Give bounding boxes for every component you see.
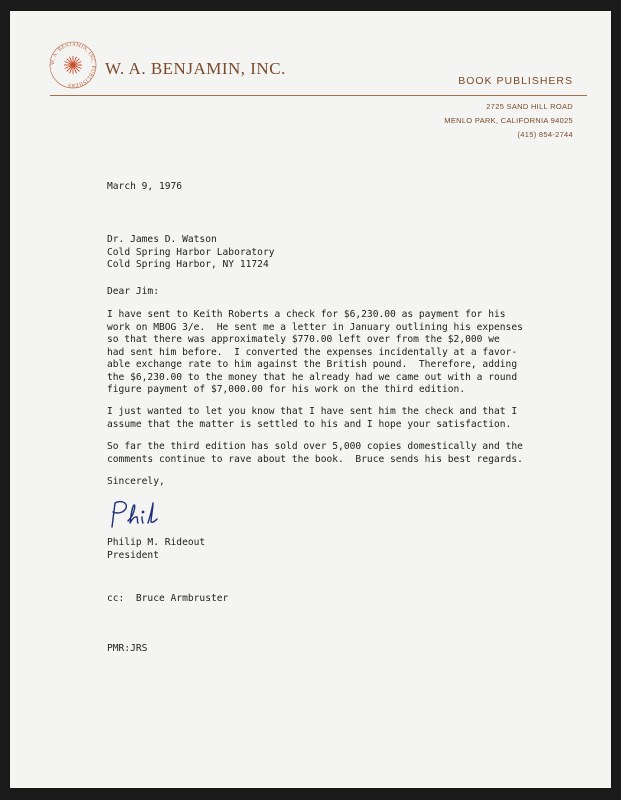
body-line: I just wanted to let you know that I have sent him the check and that I xyxy=(107,406,518,417)
letterhead-divider xyxy=(50,95,587,96)
body-paragraph-1 xyxy=(107,309,547,397)
letter-page xyxy=(10,11,611,788)
cc-line: cc: Bruce Armbruster xyxy=(107,593,229,604)
body-paragraph-3 xyxy=(107,441,547,466)
signer-title: President xyxy=(107,549,159,561)
body-line: comments continue to rave about the book. Bruce sends his best regards. xyxy=(107,453,523,465)
company-address xyxy=(444,100,573,142)
address-line: (415) 854-2744 xyxy=(517,130,573,139)
address-line: MENLO PARK, CALIFORNIA 94025 xyxy=(444,116,573,125)
closing: Sincerely, xyxy=(107,476,165,487)
body-line: assume that the matter is settled to his and I hope your satisfaction. xyxy=(107,418,512,430)
body-line: the $6,230.00 to the money that he already had we came out with a round xyxy=(107,371,518,383)
address-line: 2725 SAND HILL ROAD xyxy=(486,102,573,111)
company-tagline: BOOK PUBLISHERS xyxy=(458,75,573,87)
publisher-logo-icon xyxy=(48,40,98,90)
typist-initials: PMR:JRS xyxy=(107,643,148,654)
salutation: Dear Jim: xyxy=(107,286,159,297)
recipient-line: Cold Spring Harbor, NY 11724 xyxy=(107,259,269,270)
body-line: so that there was approximately $770.00 left over from the $2,000 we xyxy=(107,334,500,345)
body-line: work on MBOG 3/e. He sent me a letter in January outlining his expenses xyxy=(107,321,523,333)
letter-date: March 9, 1976 xyxy=(107,181,183,192)
body-line: able exchange rate to him against the British pound. Therefore, adding xyxy=(107,359,518,370)
body-line: I have sent to Keith Roberts a check for $6,230.00 as payment for his xyxy=(107,309,506,320)
company-name: W. A. BENJAMIN, INC. xyxy=(105,59,286,78)
handwritten-signature-icon xyxy=(102,497,182,531)
recipient-line: Cold Spring Harbor Laboratory xyxy=(107,246,275,258)
body-paragraph-2 xyxy=(107,406,547,431)
logo-text: W. A. BENJAMIN, INC. PUBLISHERS xyxy=(49,41,97,89)
body-line: figure payment of $7,000.00 for his work on the third edition. xyxy=(107,384,466,395)
signer-block xyxy=(107,537,547,562)
body-line: So far the third edition has sold over 5,000 copies domestically and the xyxy=(107,441,523,452)
recipient-line: Dr. James D. Watson xyxy=(107,234,217,245)
recipient-block xyxy=(107,234,547,272)
signer-name: Philip M. Rideout xyxy=(107,537,206,548)
body-line: had sent him before. I converted the expenses incidentally at a favor- xyxy=(107,346,518,358)
